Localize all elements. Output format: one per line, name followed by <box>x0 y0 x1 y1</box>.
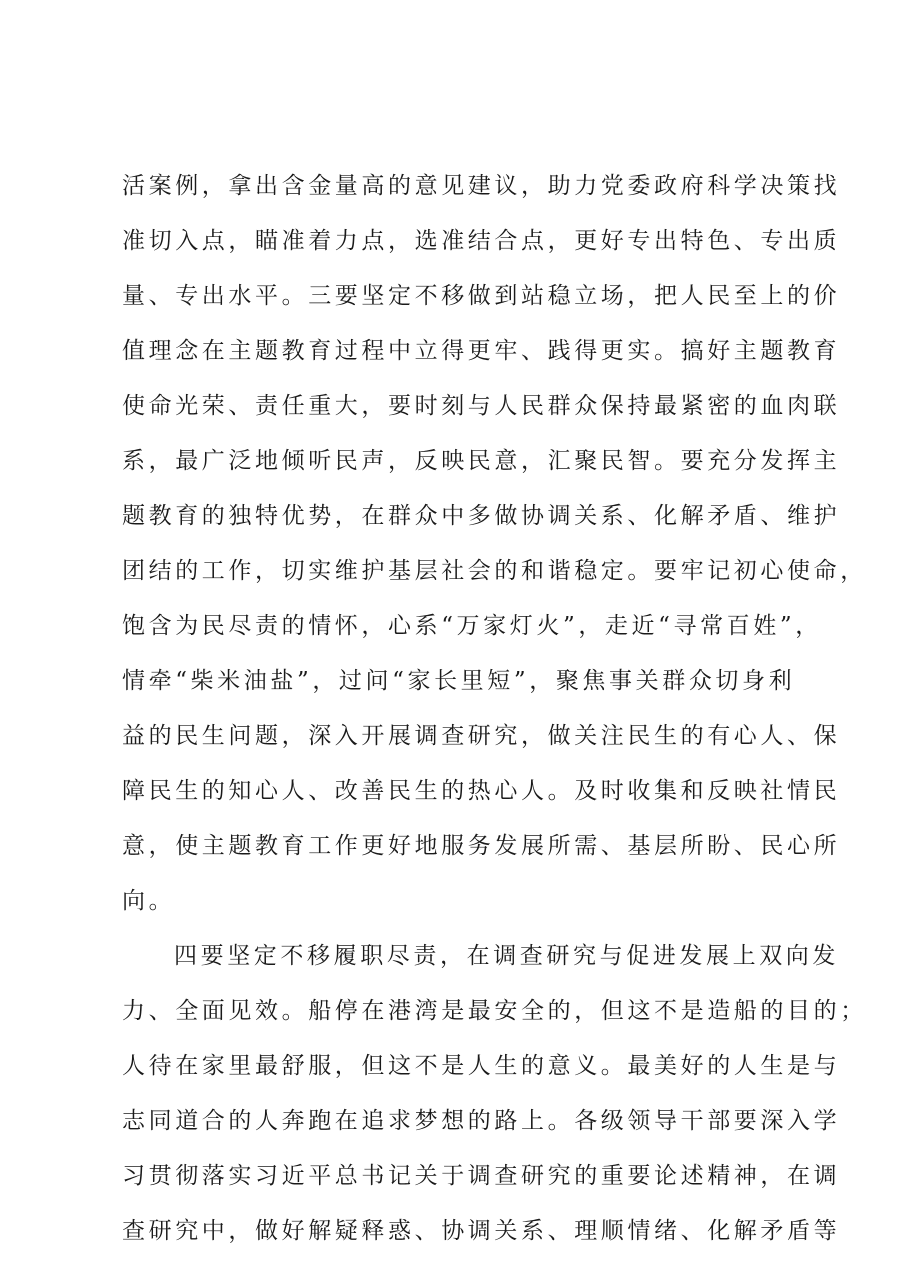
paragraph-1-line-11: 益的民生问题，深入开展调查研究，做关注民生的有心人、保 <box>122 723 841 749</box>
paragraph-1-line-6: 系，最广泛地倾听民声，反映民意，汇聚民智。要充分发挥主 <box>122 448 841 474</box>
paragraph-1-line-9: 饱含为民尽责的情怀，心系“万家灯火”，走近“寻常百姓”， <box>122 613 822 639</box>
paragraph-1-line-8: 团结的工作，切实维护基层社会的和谐稳定。要牢记初心使命， <box>122 558 867 584</box>
paragraph-2-line-5: 习贯彻落实习近平总书记关于调查研究的重要论述精神，在调 <box>122 1163 841 1189</box>
paragraph-1-line-1: 活案例，拿出含金量高的意见建议，助力党委政府科学决策找 <box>122 173 841 199</box>
paragraph-2-line-2: 力、全面见效。船停在港湾是最安全的，但这不是造船的目的； <box>122 998 867 1024</box>
paragraph-1-line-4: 值理念在主题教育过程中立得更牢、践得更实。搞好主题教育 <box>122 338 841 364</box>
paragraph-1-line-3: 量、专出水平。三要坚定不移做到站稳立场，把人民至上的价 <box>122 283 841 309</box>
paragraph-2-line-3: 人待在家里最舒服，但这不是人生的意义。最美好的人生是与 <box>122 1053 841 1079</box>
paragraph-2-line-1: 四要坚定不移履职尽责，在调查研究与促进发展上双向发 <box>174 943 839 969</box>
paragraph-2-line-6: 查研究中，做好解疑释惑、协调关系、理顺情绪、化解矛盾等 <box>122 1218 841 1244</box>
paragraph-1-line-10: 情牵“柴米油盐”，过问“家长里短”，聚焦事关群众切身利 <box>122 668 796 694</box>
paragraph-1-line-2: 准切入点，瞄准着力点，选准结合点，更好专出特色、专出质 <box>122 228 841 254</box>
paragraph-1-line-12: 障民生的知心人、改善民生的热心人。及时收集和反映社情民 <box>122 778 841 804</box>
paragraph-2-line-4: 志同道合的人奔跑在追求梦想的路上。各级领导干部要深入学 <box>122 1108 841 1134</box>
paragraph-1-line-14: 向。 <box>122 888 176 914</box>
paragraph-1-line-13: 意，使主题教育工作更好地服务发展所需、基层所盼、民心所 <box>122 833 841 859</box>
paragraph-1-line-5: 使命光荣、责任重大，要时刻与人民群众保持最紧密的血肉联 <box>122 393 841 419</box>
paragraph-1-line-7: 题教育的独特优势，在群众中多做协调关系、化解矛盾、维护 <box>122 503 841 529</box>
